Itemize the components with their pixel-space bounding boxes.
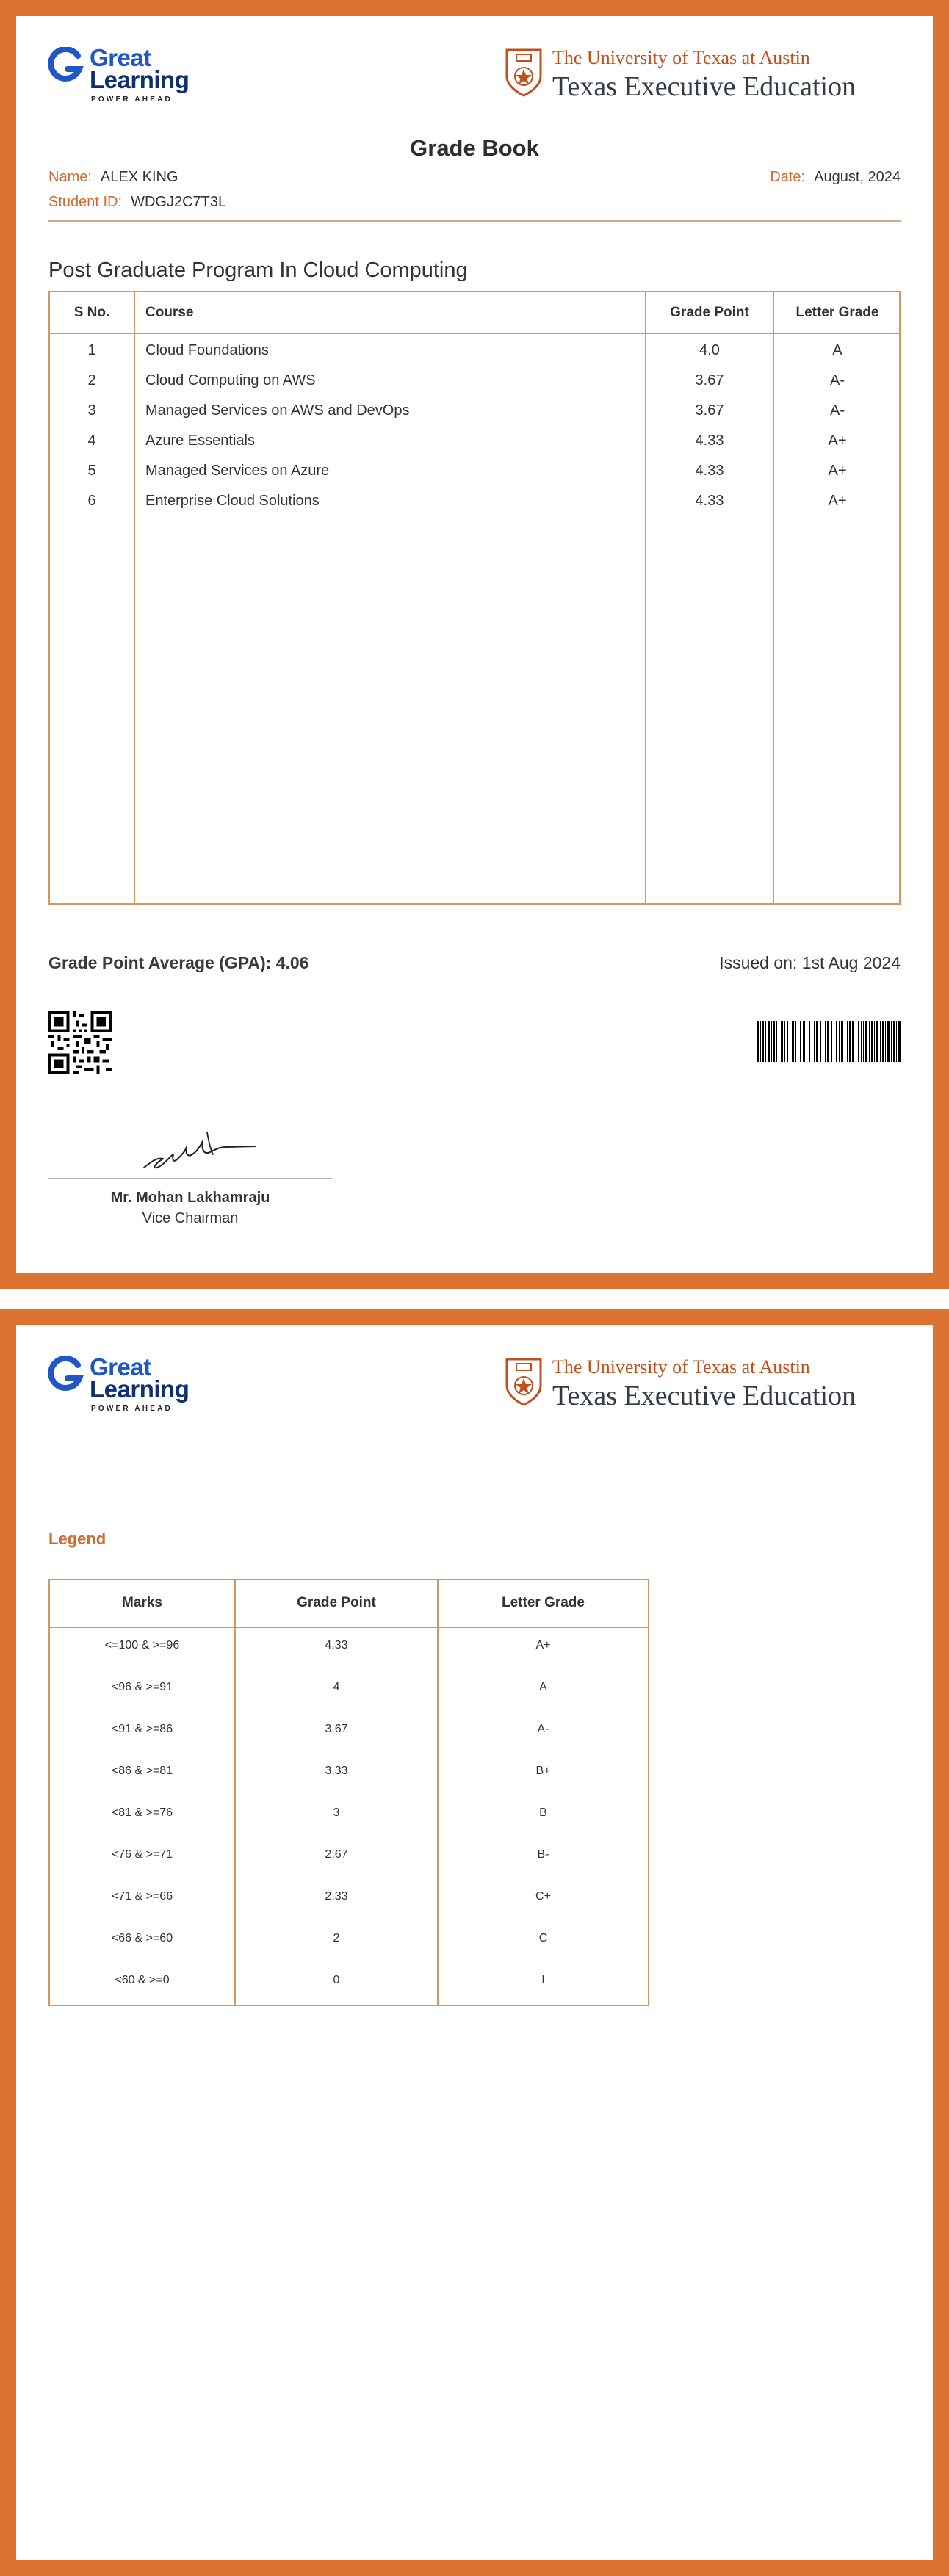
ut-program: Texas Executive Education <box>552 71 856 102</box>
student-id-value: WDGJ2C7T3L <box>131 194 227 210</box>
great-learning-g-icon <box>48 1356 84 1394</box>
name-label: Name: <box>48 169 92 185</box>
row-course: Cloud Foundations <box>145 342 269 358</box>
row-course: Azure Essentials <box>145 433 255 449</box>
row-sno: 3 <box>87 402 96 419</box>
row-course: Managed Services on Azure <box>145 463 330 479</box>
legend-grade-point: 4.33 <box>325 1639 348 1651</box>
legend-page <box>0 1309 949 2576</box>
row-grade-point: 4.33 <box>695 493 724 509</box>
legend-grade-point: 2.67 <box>325 1848 348 1861</box>
ut-seal-icon <box>504 1356 544 1408</box>
issue-date <box>770 169 901 186</box>
ut-program: Texas Executive Education <box>552 1381 856 1411</box>
ut-name: The University of Texas at Austin <box>552 1356 810 1378</box>
name-value: ALEX KING <box>100 169 178 185</box>
logo-text-great: Great <box>90 44 151 71</box>
row-grade-point: 4.33 <box>695 433 724 449</box>
header-course: Course <box>145 305 194 320</box>
page-sheet <box>16 16 933 1273</box>
header-sno: S No. <box>73 305 110 320</box>
header-divider-line <box>50 333 899 334</box>
legend-marks: <66 & >=60 <box>111 1932 173 1944</box>
issued-date: Issued on: 1st Aug 2024 <box>719 953 901 972</box>
legend-table <box>48 1579 649 2006</box>
column-divider <box>134 292 135 903</box>
header-grade-point: Grade Point <box>297 1595 376 1610</box>
row-letter-grade: A+ <box>828 433 847 449</box>
legend-marks: <91 & >=86 <box>111 1723 173 1735</box>
logo-text-learning: Learning <box>90 1375 190 1403</box>
row-sno: 6 <box>87 493 96 509</box>
header-divider <box>48 220 901 222</box>
legend-marks: <96 & >=91 <box>111 1681 173 1693</box>
row-letter-grade: A+ <box>828 493 847 509</box>
legend-letter-grade: B- <box>537 1848 549 1861</box>
row-letter-grade: A- <box>830 402 845 419</box>
logo-tagline: POWER AHEAD <box>91 1405 173 1413</box>
legend-grade-point: 0 <box>333 1974 340 1986</box>
qr-code-icon <box>48 1011 112 1074</box>
row-letter-grade: A- <box>830 372 845 388</box>
page-title: Grade Book <box>410 135 539 161</box>
signer-name: Mr. Mohan Lakhamraju <box>110 1190 270 1206</box>
student-id <box>48 194 226 211</box>
barcode-icon <box>757 1021 901 1062</box>
date-label: Date: <box>770 169 806 185</box>
row-course: Enterprise Cloud Solutions <box>145 493 320 509</box>
ut-austin-logo <box>504 1356 901 1409</box>
row-grade-point: 4.0 <box>699 342 720 358</box>
row-course: Cloud Computing on AWS <box>145 372 316 388</box>
signature-line <box>48 1178 332 1179</box>
row-grade-point: 3.67 <box>695 402 724 419</box>
row-course: Managed Services on AWS and DevOps <box>145 402 410 419</box>
great-learning-logo <box>48 46 195 104</box>
row-sno: 5 <box>87 463 96 479</box>
legend-marks: <81 & >=76 <box>111 1806 173 1819</box>
legend-letter-grade: I <box>541 1974 545 1986</box>
legend-marks: <60 & >=0 <box>115 1974 170 1986</box>
header-letter-grade: Letter Grade <box>502 1595 585 1610</box>
legend-letter-grade: B+ <box>535 1765 551 1777</box>
signer-title: Vice Chairman <box>142 1210 239 1226</box>
legend-grade-point: 2.33 <box>325 1890 348 1903</box>
header-divider-line <box>50 1627 648 1628</box>
ut-seal-icon <box>504 47 544 98</box>
row-letter-grade: A <box>832 342 842 358</box>
row-sno: 1 <box>87 342 96 358</box>
ut-austin-logo <box>504 47 901 100</box>
great-learning-logo <box>48 1355 195 1414</box>
legend-letter-grade: A+ <box>535 1639 551 1651</box>
legend-grade-point: 4 <box>333 1681 340 1693</box>
legend-letter-grade: C+ <box>535 1890 551 1903</box>
legend-grade-point: 3 <box>333 1806 340 1819</box>
legend-letter-grade: B <box>539 1806 547 1819</box>
row-sno: 2 <box>87 372 96 388</box>
row-grade-point: 4.33 <box>695 463 724 479</box>
legend-marks: <76 & >=71 <box>111 1848 173 1861</box>
date-value: August, 2024 <box>814 169 901 185</box>
grade-table <box>48 291 901 905</box>
legend-grade-point: 2 <box>333 1932 340 1944</box>
legend-marks: <=100 & >=96 <box>104 1639 180 1651</box>
ut-name: The University of Texas at Austin <box>552 47 810 68</box>
student-name <box>48 169 178 186</box>
header-marks: Marks <box>122 1595 162 1610</box>
row-letter-grade: A+ <box>828 463 847 479</box>
legend-letter-grade: C <box>538 1932 548 1944</box>
legend-grade-point: 3.33 <box>325 1765 348 1777</box>
row-grade-point: 3.67 <box>695 372 724 388</box>
logo-text-learning: Learning <box>90 66 190 93</box>
header-letter-grade: Letter Grade <box>795 305 879 320</box>
gpa-summary: Grade Point Average (GPA): 4.06 <box>48 953 309 972</box>
legend-title: Legend <box>48 1530 107 1548</box>
header-grade-point: Grade Point <box>670 305 749 320</box>
row-sno: 4 <box>87 433 96 449</box>
page-sheet <box>16 1325 933 2560</box>
logo-tagline: POWER AHEAD <box>91 95 173 104</box>
legend-marks: <71 & >=66 <box>111 1890 173 1903</box>
legend-letter-grade: A- <box>537 1723 549 1735</box>
signature-image <box>141 1125 259 1176</box>
student-id-label: Student ID: <box>48 194 123 210</box>
legend-grade-point: 3.67 <box>325 1723 348 1735</box>
legend-marks: <86 & >=81 <box>111 1765 173 1777</box>
program-title: Post Graduate Program In Cloud Computing <box>48 258 468 282</box>
logo-text-great: Great <box>90 1353 151 1381</box>
great-learning-g-icon <box>48 47 84 85</box>
legend-letter-grade: A <box>539 1681 547 1693</box>
